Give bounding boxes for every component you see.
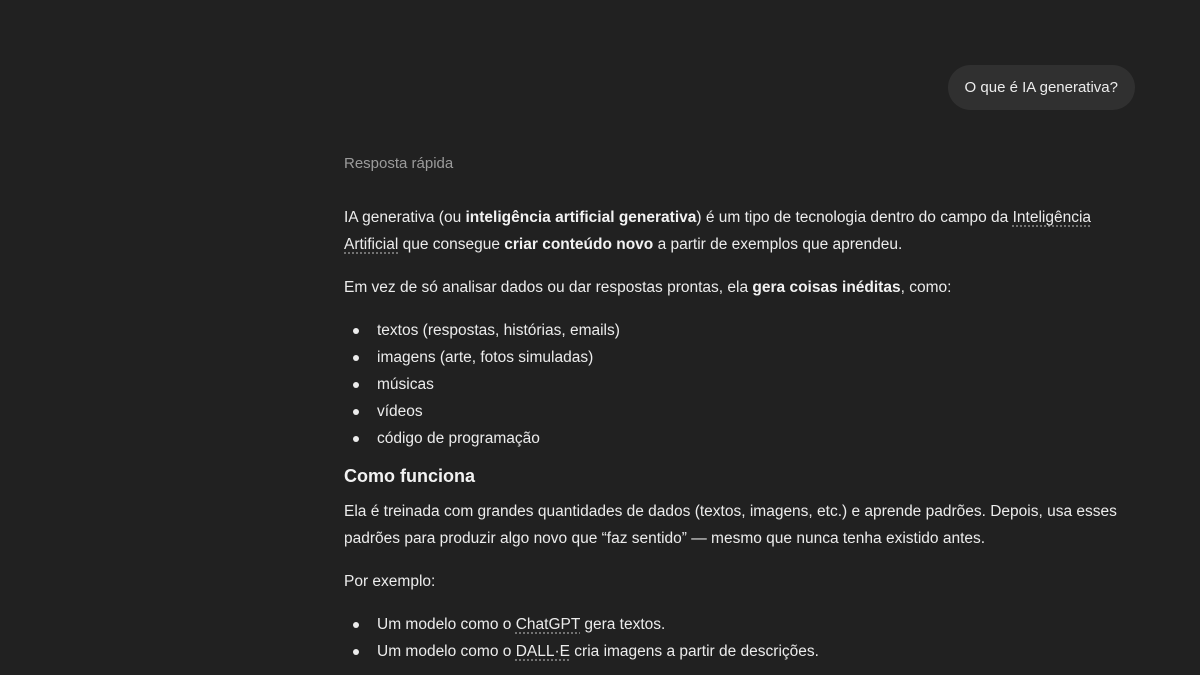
paragraph-definition bbox=[344, 204, 1144, 258]
text: que consegue bbox=[398, 236, 505, 253]
paragraph-how-it-works: Ela é treinada com grandes quantidades de dados (textos, imagens, etc.) e aprende padrões. Depois, usa esses padrões para produzir algo novo que “faz sentido” — mesmo que nunca tenha existido antes. bbox=[344, 503, 1117, 547]
list-item bbox=[344, 638, 1144, 665]
response-mode-label: Resposta rápida bbox=[344, 155, 454, 172]
text: gera textos. bbox=[580, 616, 666, 633]
model-examples-list bbox=[344, 611, 1144, 665]
list-item: imagens (arte, fotos simuladas) bbox=[344, 344, 1144, 371]
list-item: músicas bbox=[344, 371, 1144, 398]
chatgpt-link[interactable]: ChatGPT bbox=[515, 616, 581, 633]
text: Em vez de só analisar dados ou dar respostas prontas, ela bbox=[344, 279, 753, 296]
text: , como: bbox=[900, 279, 952, 296]
content-types-list bbox=[344, 317, 1144, 452]
text: a partir de exemplos que aprendeu. bbox=[653, 236, 903, 253]
paragraph-examples-intro bbox=[344, 274, 1144, 301]
text: Um modelo como o bbox=[377, 643, 516, 660]
bold-text: inteligência artificial generativa bbox=[465, 209, 697, 226]
dalle-link[interactable]: DALL·E bbox=[515, 643, 570, 660]
list-item: textos (respostas, histórias, emails) bbox=[344, 317, 1144, 344]
list-item bbox=[344, 611, 1144, 638]
section-heading: Como funciona bbox=[344, 466, 475, 486]
user-message-bubble: O que é IA generativa? bbox=[948, 65, 1135, 110]
paragraph-example-intro: Por exemplo: bbox=[344, 573, 436, 590]
bold-text: gera coisas inéditas bbox=[752, 279, 901, 296]
bold-text: criar conteúdo novo bbox=[504, 236, 654, 253]
text: IA generativa (ou bbox=[344, 209, 466, 226]
text: cria imagens a partir de descrições. bbox=[569, 643, 819, 660]
list-item: vídeos bbox=[344, 398, 1144, 425]
list-item: código de programação bbox=[344, 425, 1144, 452]
inteligencia-artificial-link[interactable]: Inteligência Artificial bbox=[344, 209, 1092, 253]
text: Um modelo como o bbox=[377, 616, 516, 633]
text: ) é um tipo de tecnologia dentro do campo da bbox=[696, 209, 1013, 226]
assistant-response bbox=[344, 153, 1144, 675]
